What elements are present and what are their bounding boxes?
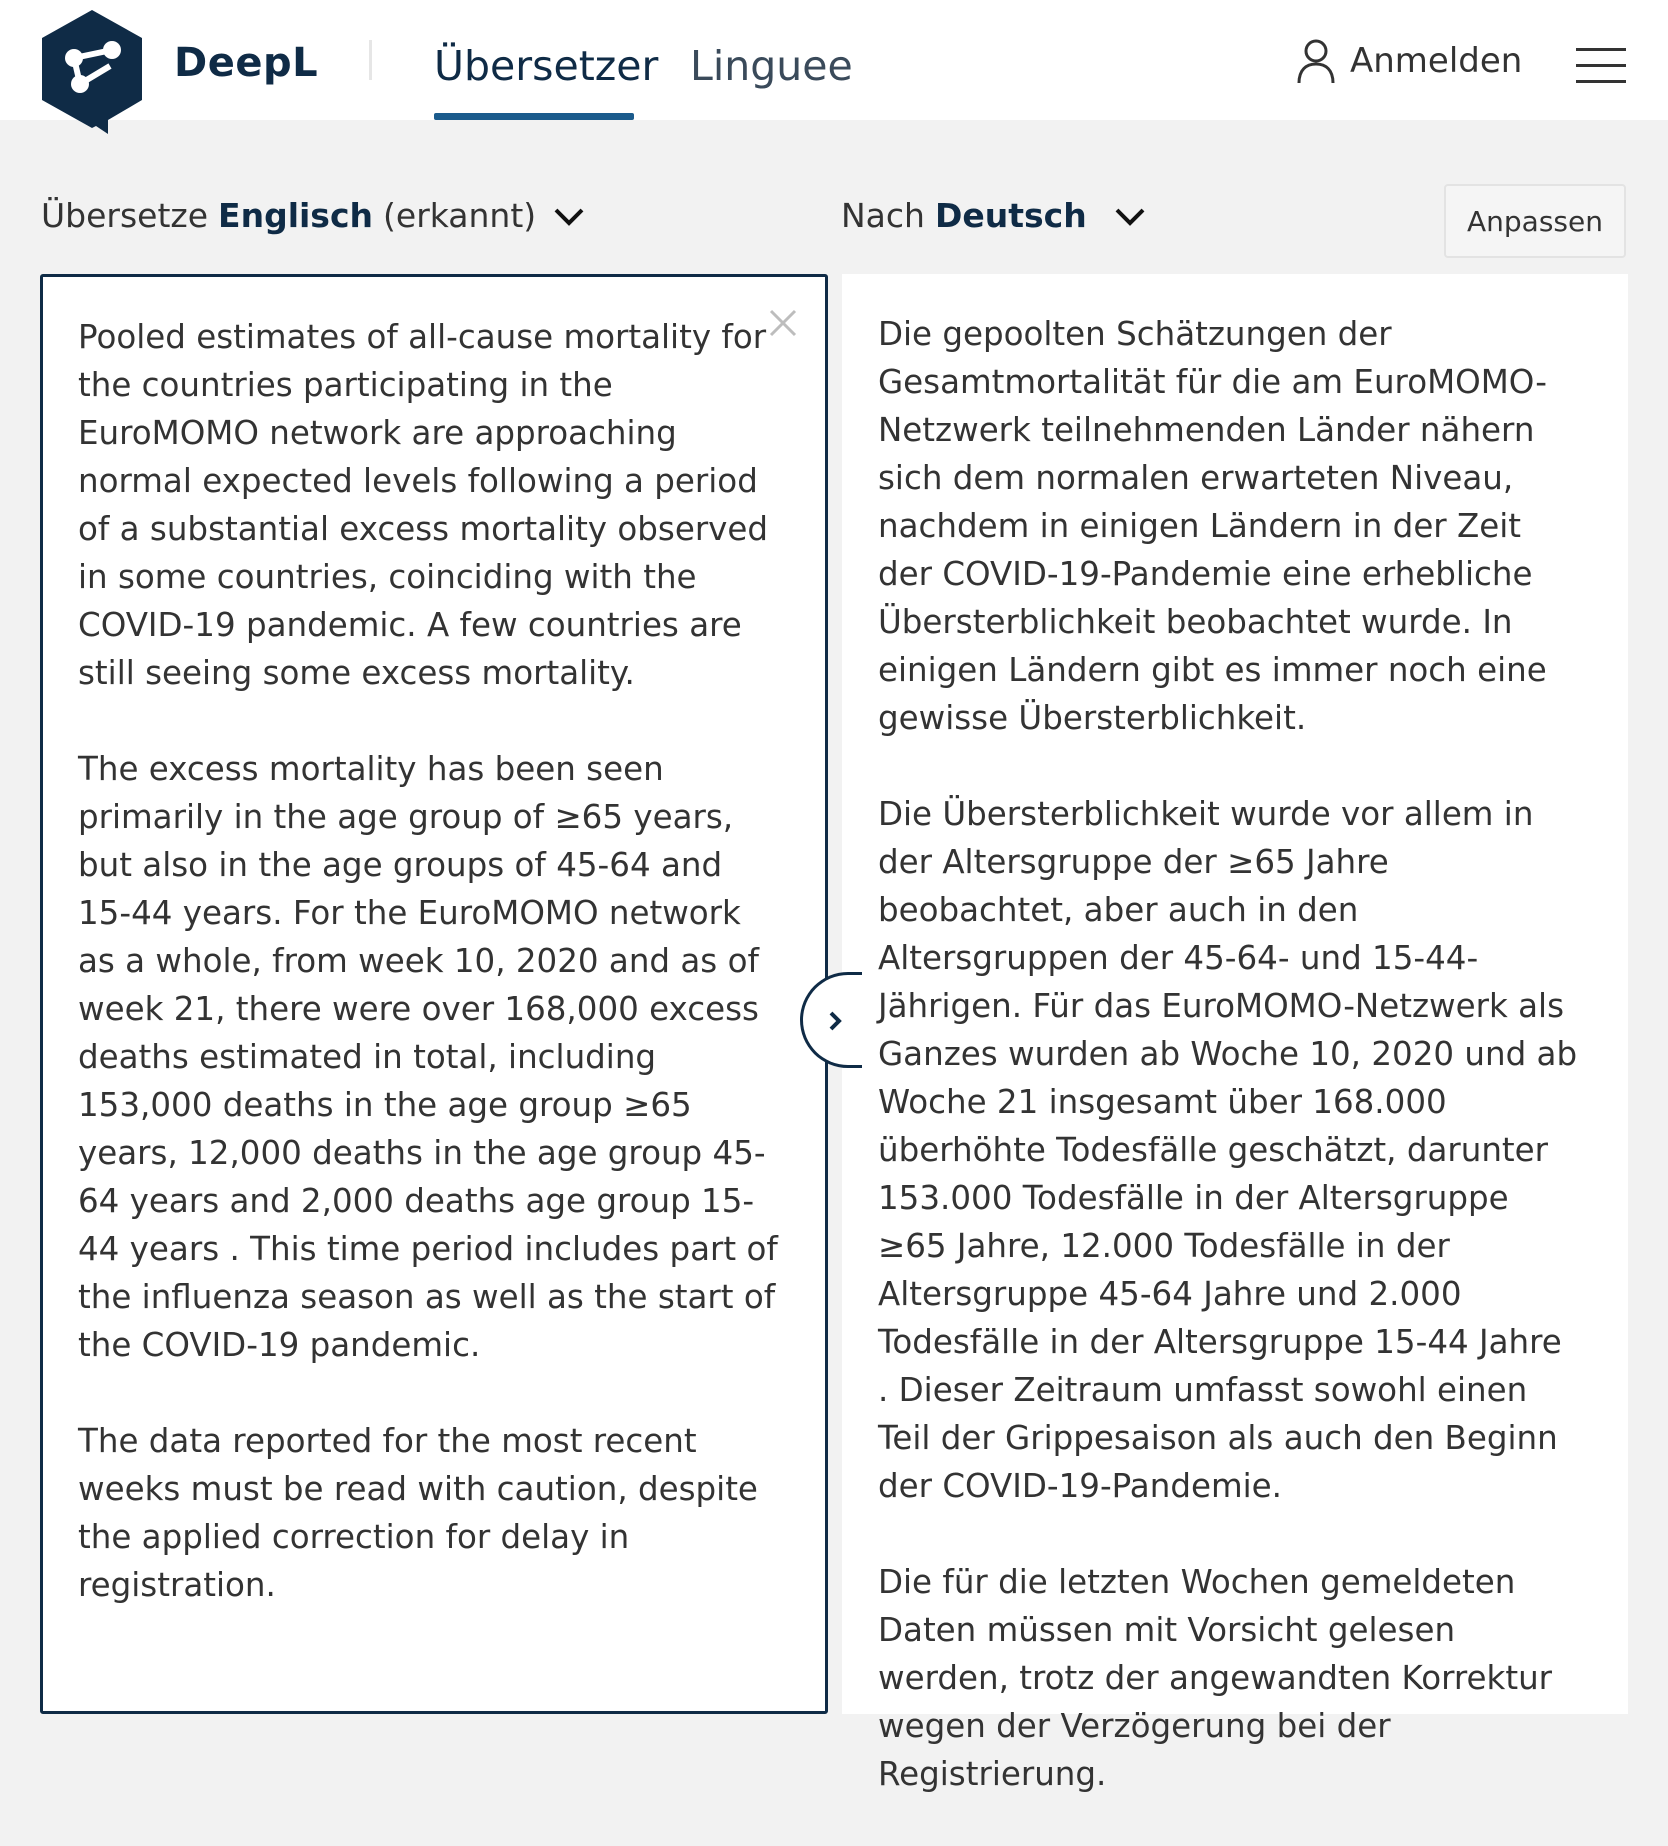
- user-icon: [1296, 38, 1336, 84]
- source-language-detected: (erkannt): [383, 196, 537, 235]
- close-icon[interactable]: [765, 305, 801, 341]
- header-divider: [369, 40, 372, 80]
- source-paragraph: Pooled estimates of all-cause mortality for the countries participating in the EuroMOMO network are approaching normal expected levels following a period of a substantial excess mortality observed in some countries, coinciding with the COVID-19 pandemic. A few countries are still seeing some excess mortality.: [78, 318, 769, 692]
- target-paragraph: Die für die letzten Wochen gemeldeten Daten müssen mit Vorsicht gelesen werden, trotz der angewandten Korrektur wegen der Verzögerung bei der Registrierung.: [878, 1563, 1553, 1793]
- chevron-down-icon: [1113, 204, 1147, 228]
- adjust-button[interactable]: Anpassen: [1444, 184, 1626, 258]
- signin-button[interactable]: [1296, 38, 1522, 84]
- source-language-select[interactable]: [41, 196, 586, 235]
- target-language-name: Deutsch: [934, 196, 1087, 235]
- source-text-area[interactable]: [40, 274, 828, 1714]
- target-paragraph: Die Übersterblichkeit wurde vor allem in der Altersgruppe der ≥65 Jahre beobachtet, aber auch in den Altersgruppen der 45-64- und 15-44-Jährigen. Für das EuroMOMO-Netzwerk als Ganzes wurden ab Woche 10, 2020 und ab Woche 21 insgesamt über 168.000 überhöhte Todesfälle geschätzt, darunter 153.000 Todesfälle in der Altersgruppe ≥65 Jahre, 12.000 Todesfälle in der Altersgruppe 45-64 Jahre und 2.000 Todesfälle in der Altersgruppe 15-44 Jahre . Dieser Zeitraum umfasst sowohl einen Teil der Grippesaison als auch den Beginn der COVID-19-Pandemie.: [878, 795, 1578, 1505]
- chevron-right-icon: [827, 1009, 843, 1033]
- source-paragraph: The data reported for the most recent weeks must be read with caution, despite the applied correction for delay in registration.: [78, 1422, 758, 1604]
- deepl-logo-icon[interactable]: [38, 8, 146, 138]
- source-paragraph: The excess mortality has been seen primarily in the age group of ≥65 years, but also in the age groups of 45-64 and 15-44 years. For the EuroMOMO network as a whole, from week 10, 2020 and as of week 21, there were over 168,000 excess deaths estimated in total, including 153,000 deaths in the age group ≥65 years, 12,000 deaths in the age group 45-64 years and 2,000 deaths age group 15-44 years . This time period includes part of the influenza season as well as the start of the COVID-19 pandemic.: [78, 750, 778, 1364]
- source-language-prefix: Übersetze: [41, 196, 209, 235]
- tab-linguee[interactable]: Linguee: [690, 42, 853, 90]
- source-language-name: Englisch: [218, 196, 374, 235]
- signin-label: Anmelden: [1350, 41, 1523, 81]
- top-bar: [0, 0, 1668, 120]
- target-language-select[interactable]: [841, 196, 1147, 235]
- target-text[interactable]: [878, 310, 1578, 1846]
- target-text-area[interactable]: [842, 274, 1628, 1793]
- tab-translator[interactable]: Übersetzer: [434, 42, 659, 90]
- active-tab-indicator: [434, 113, 634, 120]
- source-text[interactable]: [78, 313, 778, 1657]
- brand-name[interactable]: DeepL: [174, 40, 319, 86]
- chevron-down-icon: [552, 204, 586, 228]
- target-paragraph: Die gepoolten Schätzungen der Gesamtmortalität für die am EuroMOMO-Netzwerk teilnehmenden Länder nähern sich dem normalen erwarteten Niveau, nachdem in einigen Ländern in der Zeit der COVID-19-Pandemie eine erhebliche Übersterblichkeit beobachtet wurde. In einigen Ländern gibt es immer noch eine gewisse Übersterblichkeit.: [878, 315, 1547, 737]
- menu-icon[interactable]: [1576, 48, 1626, 84]
- target-language-prefix: Nach: [841, 196, 925, 235]
